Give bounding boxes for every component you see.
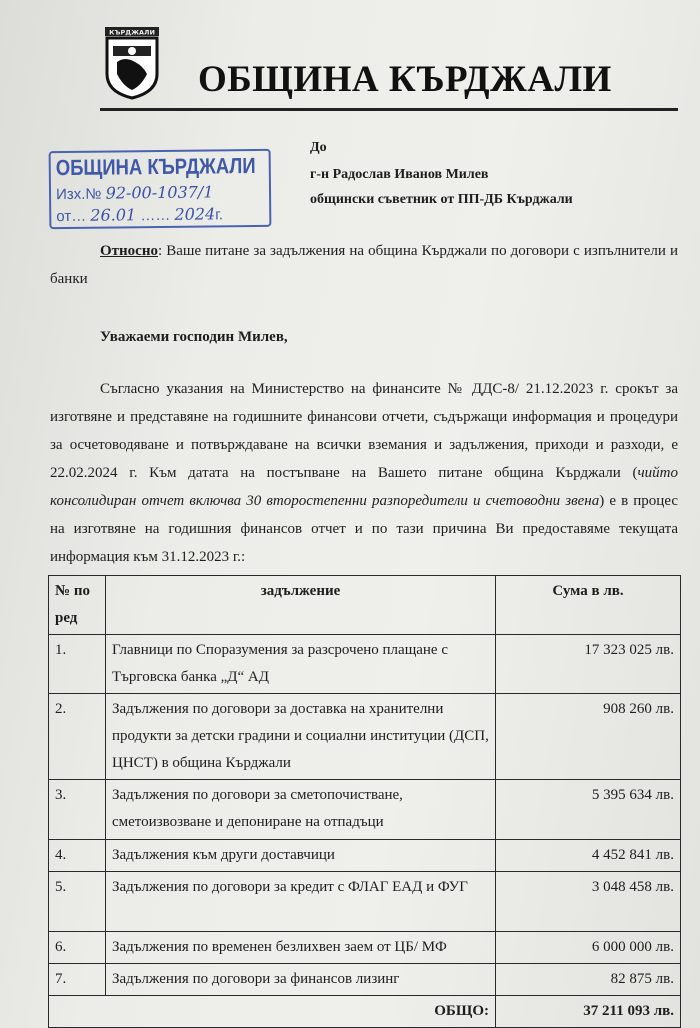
registration-stamp: ОБЩИНА КЪРДЖАЛИ Изх.№ 92-00-1037/1 от… 26.01 …… 2024г. bbox=[49, 149, 272, 229]
recipient-to: До bbox=[310, 140, 327, 155]
stamp-org: ОБЩИНА КЪРДЖАЛИ bbox=[55, 152, 256, 181]
letter-body bbox=[48, 375, 680, 1028]
greeting: Уважаеми господин Милев, bbox=[100, 329, 288, 345]
col-header-sum: Сума в лв. bbox=[496, 576, 681, 635]
liabilities-table bbox=[48, 575, 681, 1028]
stamp-date-label: от bbox=[56, 207, 72, 226]
stamp-year: 2024 bbox=[174, 204, 216, 224]
table-row bbox=[49, 780, 681, 840]
page-title: ОБЩИНА КЪРДЖАЛИ bbox=[198, 59, 612, 100]
total-sum: 37 211 093 лв. bbox=[496, 996, 681, 1028]
row-sum: 3 048 458 лв. bbox=[496, 872, 681, 932]
table-row bbox=[49, 635, 681, 694]
table-row bbox=[49, 932, 681, 964]
row-desc: Задължения по договори за сметопочистване, сметоизвозване и депониране на отпадъци bbox=[106, 780, 496, 840]
row-desc: Задължения по договори за финансов лизинг bbox=[106, 964, 496, 996]
body-paragraph bbox=[48, 375, 680, 571]
row-no: 7. bbox=[49, 964, 106, 996]
body-text-2: ) е в процес на изготвяне на годишния финансов отчет и по тази причина Ви предоставяме текущата информация към 31.12.2023 г.: bbox=[50, 493, 679, 565]
recipient-position: общински съветник от ПП-ДБ Кърджали bbox=[310, 192, 573, 207]
recipient-name: г-н Радослав Иванов Милев bbox=[310, 167, 489, 182]
table-row bbox=[49, 964, 681, 996]
row-sum: 17 323 025 лв. bbox=[496, 635, 681, 694]
stamp-year-suffix: г. bbox=[215, 206, 224, 224]
row-sum: 6 000 000 лв. bbox=[496, 932, 681, 964]
body-text-1: Съгласно указания на Министерство на финансите № ДДС-8/ 21.12.2023 г. срокът за изготвяне и представяне на годишните финансови отчети, съдържащи информация и процедури за осчетоводяване и потвърждаване на всички вземания и задължения, приходи и разходи, е 22.02.2024 г. Към датата на постъпване на Вашето питане община Кърджали ( bbox=[50, 381, 678, 481]
row-no: 2. bbox=[49, 694, 106, 780]
row-desc: Задължения по договори за кредит с ФЛАГ ЕАД и ФУГ bbox=[106, 872, 496, 932]
row-no: 6. bbox=[49, 932, 106, 964]
table-row bbox=[49, 872, 681, 932]
table-total-row bbox=[49, 996, 681, 1028]
col-header-no: № по ред bbox=[49, 576, 106, 635]
row-desc: Задължения по договори за доставка на хранителни продукти за детски градини и социални институции (ДСП, ЦНСТ) в община Кърджали bbox=[106, 694, 496, 780]
subject-line bbox=[50, 237, 678, 293]
row-sum: 908 260 лв. bbox=[496, 694, 681, 780]
stamp-out-no-label: Изх.№ bbox=[55, 185, 102, 204]
table-header-row bbox=[49, 576, 681, 635]
row-no: 5. bbox=[49, 872, 106, 932]
stamp-out-no-value: 92-00-1037/1 bbox=[105, 182, 214, 203]
svg-text:КЪРДЖАЛИ: КЪРДЖАЛИ bbox=[109, 28, 155, 37]
row-desc: Задължения по временен безлихвен заем от ЦБ/ МФ bbox=[106, 932, 496, 964]
row-desc: Задължения към други доставчици bbox=[106, 840, 496, 872]
table-row bbox=[49, 694, 681, 780]
row-desc: Главници по Споразумения за разсрочено плащане с Търговска банка „Д“ АД bbox=[106, 635, 496, 694]
total-label: ОБЩО: bbox=[106, 996, 496, 1028]
stamp-date-value: 26.01 bbox=[90, 205, 137, 225]
row-sum: 4 452 841 лв. bbox=[496, 840, 681, 872]
row-no: 1. bbox=[49, 635, 106, 694]
subject-label: Относно bbox=[100, 243, 158, 259]
kardzhali-coat-of-arms-logo bbox=[103, 26, 161, 100]
row-no: 4. bbox=[49, 840, 106, 872]
table-row bbox=[49, 840, 681, 872]
subject-text: : Ваше питане за задължения на община Кърджали по договори с изпълнители и банки bbox=[50, 243, 678, 287]
body-text-italic: чийто консолидиран отчет включва 30 второстепенни разпоредители и счетоводни звена bbox=[50, 465, 678, 509]
col-header-desc: задължение bbox=[106, 576, 496, 635]
row-no: 3. bbox=[49, 780, 106, 840]
row-sum: 5 395 634 лв. bbox=[496, 780, 681, 840]
row-sum: 82 875 лв. bbox=[496, 964, 681, 996]
header-divider bbox=[100, 108, 678, 111]
